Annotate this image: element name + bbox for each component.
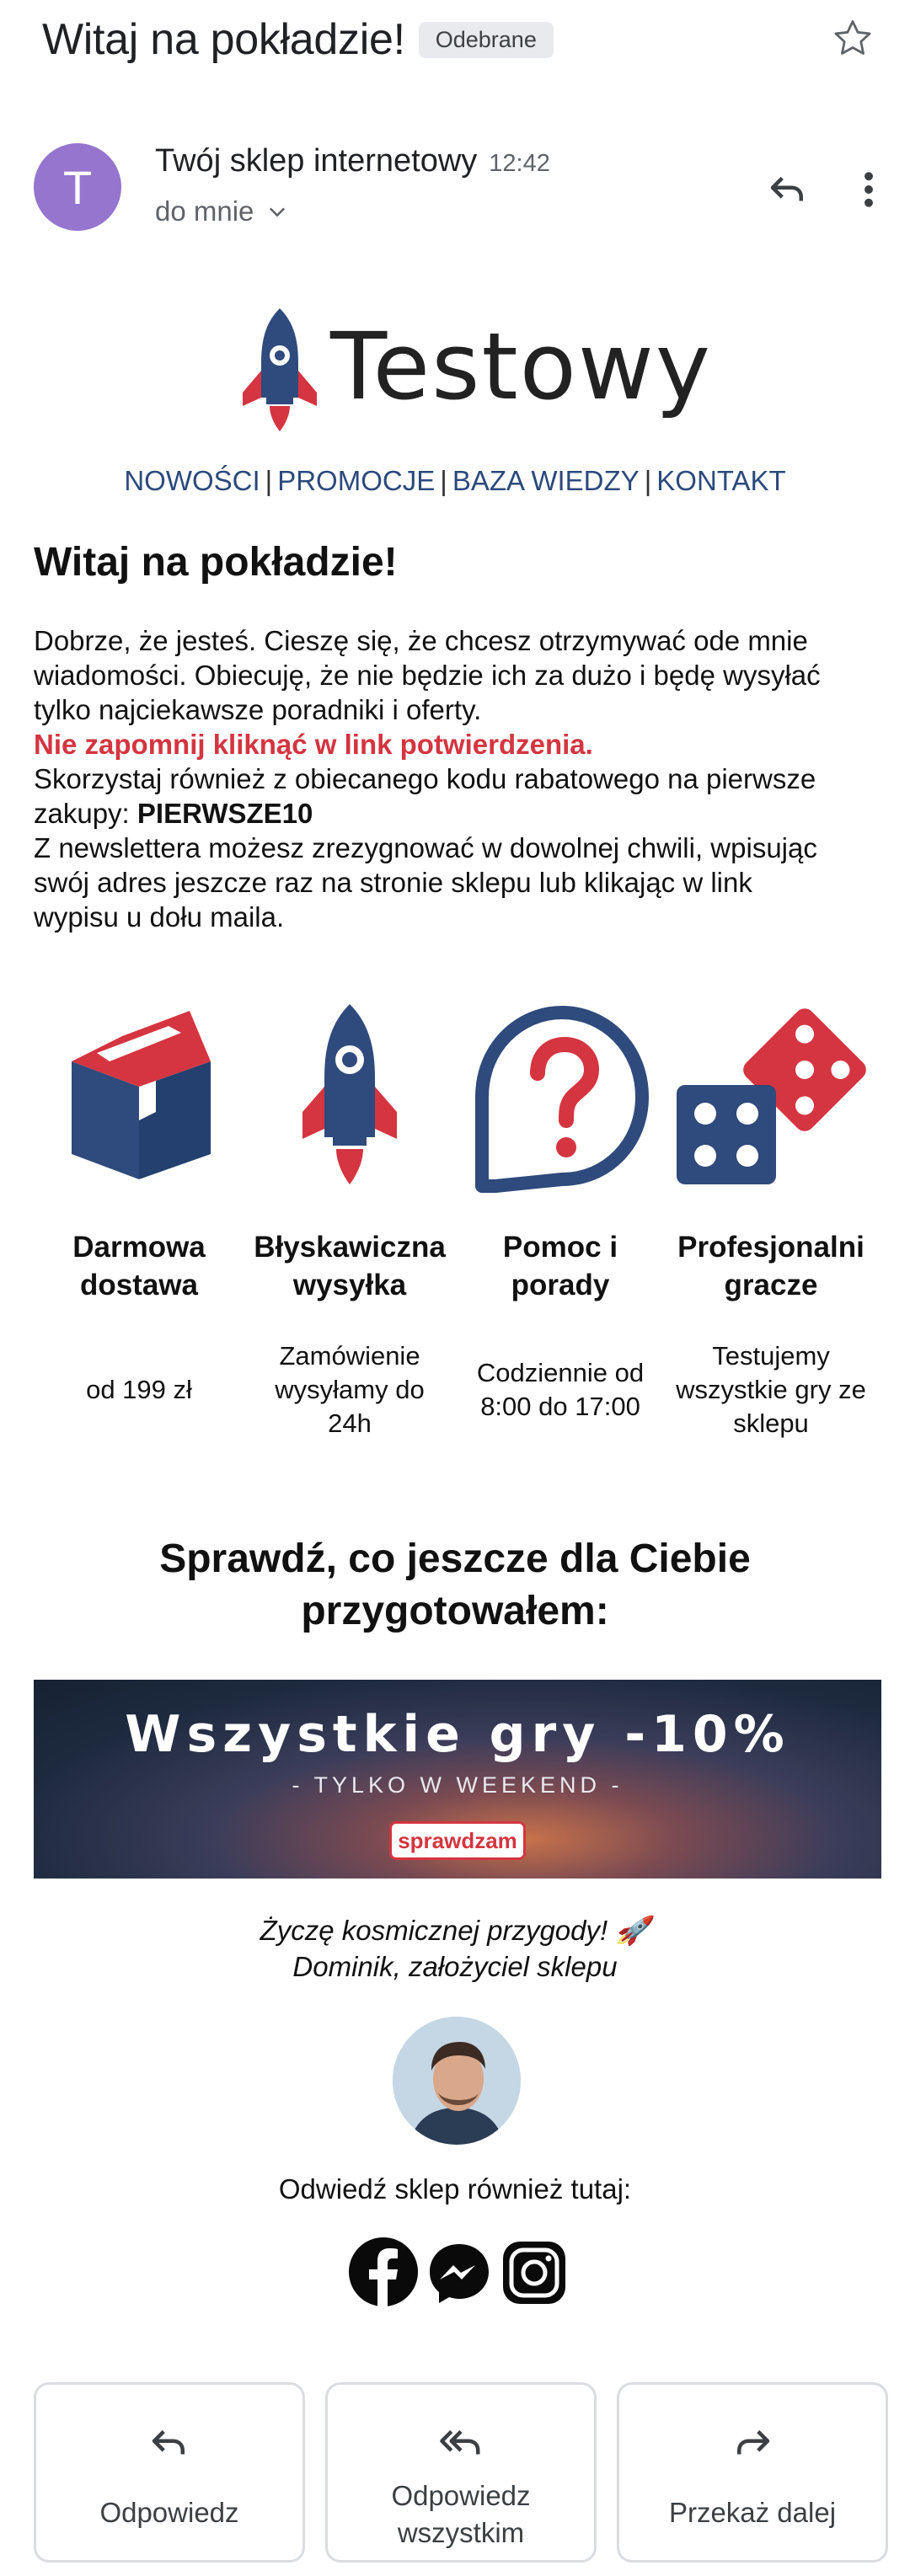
banner-title: Wszystkie gry -10% xyxy=(125,1705,790,1764)
features-row xyxy=(34,994,885,1466)
reply-label: Odpowiedz xyxy=(99,2497,239,2528)
reply-all-label-line: wszystkim xyxy=(397,2517,525,2548)
nav-link-promotions[interactable]: PROMOCJE xyxy=(277,465,436,496)
shop-logo[interactable] xyxy=(238,303,712,438)
feature-title-line: gracze xyxy=(724,1269,818,1301)
unsubscribe-line: Z newslettera możesz zrezygnować w dowolnej chwili, wpisując xyxy=(34,832,817,863)
signoff xyxy=(0,1912,910,1985)
forward-icon xyxy=(730,2420,775,2466)
sender-row xyxy=(34,142,885,234)
feature-title xyxy=(34,1228,244,1304)
confirm-reminder: Nie zapomnij kliknąć w link potwierdzenia. xyxy=(34,729,593,760)
more-heading xyxy=(0,1533,910,1638)
messenger-icon[interactable] xyxy=(428,2242,490,2305)
nav-separator: | xyxy=(644,465,652,496)
feature-subtitle xyxy=(34,1373,244,1407)
forward-button[interactable] xyxy=(617,2382,888,2563)
box-icon xyxy=(46,994,232,1196)
sender-avatar[interactable]: T xyxy=(34,143,121,231)
feature-fast-shipping xyxy=(244,994,455,1438)
feature-subtitle xyxy=(244,1339,455,1440)
discount-prefix: zakupy: xyxy=(34,798,137,829)
unsubscribe-line: swój adres jeszcze raz na stronie sklepu lub klikając w link xyxy=(34,867,752,898)
more-heading-line: przygotowałem: xyxy=(301,1589,609,1633)
banner-button[interactable]: sprawdzam xyxy=(389,1821,526,1860)
nav-link-contact[interactable]: KONTAKT xyxy=(656,465,786,496)
feature-free-delivery xyxy=(34,994,244,1404)
feature-subtitle-line: od 199 zł xyxy=(86,1375,192,1404)
rocket-logo-icon xyxy=(238,305,322,436)
inbox-label-chip[interactable]: Odebrane xyxy=(419,22,554,58)
reply-button[interactable] xyxy=(34,2382,305,2563)
founder-portrait xyxy=(393,2017,521,2145)
intro-text xyxy=(34,623,885,934)
sender-name xyxy=(155,143,550,179)
reply-icon[interactable] xyxy=(765,167,811,212)
nav-separator: | xyxy=(265,465,273,496)
rocket-icon xyxy=(257,994,442,1196)
forward-label: Przekaż dalej xyxy=(668,2497,837,2528)
email-subject: Witaj na pokładzie! xyxy=(42,15,405,64)
help-bubble-icon xyxy=(463,994,657,1196)
star-icon[interactable] xyxy=(829,15,876,62)
signoff-line: Życzę kosmicznej przygody! 🚀 xyxy=(260,1915,650,1946)
feature-help xyxy=(455,994,666,1421)
banner-subtitle: - TYLKO W WEEKEND - xyxy=(292,1772,624,1798)
facebook-icon[interactable] xyxy=(349,2237,418,2306)
nav-separator: | xyxy=(440,465,447,496)
more-vert-icon[interactable] xyxy=(856,167,881,212)
signoff-line: Dominik, założyciel sklepu xyxy=(292,1951,618,1982)
feature-title xyxy=(455,1228,666,1304)
feature-subtitle-line: 8:00 do 17:00 xyxy=(480,1392,640,1421)
promo-banner[interactable] xyxy=(34,1680,881,1879)
reply-all-button[interactable] xyxy=(325,2382,597,2563)
nav-link-knowledge-base[interactable]: BAZA WIEDZY xyxy=(452,465,640,496)
instagram-icon[interactable] xyxy=(500,2239,568,2306)
logo-text: Testowy xyxy=(330,313,712,420)
feature-subtitle-line: wysyłamy do xyxy=(275,1375,425,1404)
feature-subtitle-line: Zamówienie xyxy=(279,1341,420,1371)
feature-subtitle xyxy=(666,1339,876,1440)
discount-line-2 xyxy=(34,796,885,831)
feature-title-line: wysyłka xyxy=(292,1269,407,1301)
intro-line: tylko najciekawsze poradniki i oferty. xyxy=(34,694,482,725)
email-heading: Witaj na pokładzie! xyxy=(34,540,398,585)
chevron-down-icon xyxy=(265,200,289,223)
feature-title-line: Błyskawiczna xyxy=(254,1231,446,1264)
feature-subtitle-line: 24h xyxy=(328,1408,372,1438)
social-links xyxy=(349,2237,568,2313)
feature-subtitle-line: Testujemy xyxy=(712,1341,830,1371)
sent-time: 12:42 xyxy=(489,150,550,177)
recipient-toggle[interactable] xyxy=(155,195,289,227)
sender-name-text: Twój sklep internetowy xyxy=(155,143,478,179)
feature-title-line: Profesjonalni xyxy=(677,1231,864,1264)
dice-icon xyxy=(670,994,872,1196)
reply-actions xyxy=(34,2382,876,2563)
reply-all-icon xyxy=(438,2420,484,2466)
nav-link-news[interactable]: NOWOŚCI xyxy=(124,465,260,496)
unsubscribe-line: wypisu u dołu maila. xyxy=(34,901,285,933)
reply-all-label-line: Odpowiedz xyxy=(391,2480,531,2511)
discount-line: Skorzystaj również z obiecanego kodu rabatowego na pierwsze xyxy=(34,763,816,794)
person-photo-icon xyxy=(393,2017,521,2145)
feature-title-line: dostawa xyxy=(79,1269,199,1301)
recipient-text: do mnie xyxy=(155,195,254,227)
newsletter-nav xyxy=(0,465,910,497)
reply-all-label xyxy=(328,2477,594,2552)
more-heading-line: Sprawdź, co jeszcze dla Ciebie xyxy=(159,1537,751,1581)
feature-subtitle-line: wszystkie gry ze xyxy=(676,1375,866,1404)
visit-text: Odwiedź sklep również tutaj: xyxy=(278,2173,632,2205)
feature-pro-gamers xyxy=(666,994,876,1438)
subject-row xyxy=(42,10,876,69)
feature-subtitle xyxy=(455,1356,666,1424)
feature-title-line: Pomoc i xyxy=(502,1231,618,1264)
discount-code: PIERWSZE10 xyxy=(136,798,313,829)
reply-icon xyxy=(147,2420,192,2466)
feature-subtitle-line: Codziennie od xyxy=(476,1358,645,1387)
feature-title xyxy=(244,1228,455,1304)
feature-title-line: Darmowa xyxy=(72,1231,206,1264)
intro-line: wiadomości. Obiecuję, że nie będzie ich za dużo i będę wysyłać xyxy=(34,660,821,691)
feature-title xyxy=(666,1228,876,1304)
feature-title-line: porady xyxy=(511,1269,610,1301)
feature-subtitle-line: sklepu xyxy=(733,1408,809,1438)
intro-line: Dobrze, że jesteś. Cieszę się, że chcesz otrzymywać ode mnie xyxy=(34,625,808,656)
